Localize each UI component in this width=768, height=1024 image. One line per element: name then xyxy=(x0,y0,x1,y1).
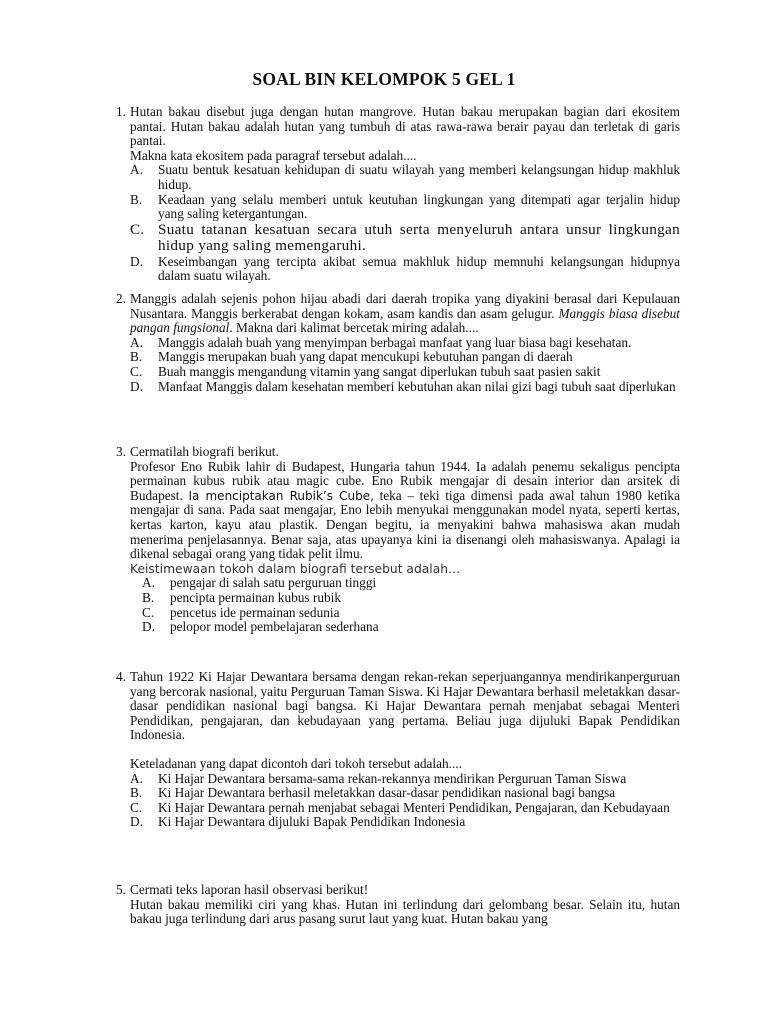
question-number: 5. xyxy=(116,882,126,897)
option-b: B. Keadaan yang selalu memberi untuk keutuhan lingkungan yang ditempati agar terjalin hidup yang saling ketergantungan. xyxy=(130,191,680,222)
option-c: C. pencetus ide permainan sedunia xyxy=(142,604,340,620)
option-a: A. Manggis adalah buah yang menyimpan berbagai manfaat yang luar biasa bagi kesehatan. xyxy=(130,334,632,350)
question-5 xyxy=(116,883,680,927)
option-c: C. Ki Hajar Dewantara pernah menjabat sebagai Menteri Pendidikan, Pengajaran, dan Kebudayaan xyxy=(130,799,670,815)
option-b: B. Manggis merupakan buah yang dapat mencukupi kebutuhan pangan di daerah xyxy=(130,349,573,365)
option-c: C. Buah manggis mengandung vitamin yang sangat diperlukan tubuh saat pasien sakit xyxy=(130,363,601,379)
option-b: B. Ki Hajar Dewantara berhasil meletakkan dasar-dasar pendidikan nasional bagi bangsa xyxy=(130,785,616,801)
observation-passage: Hutan bakau memiliki ciri yang khas. Hutan ini terlindung dari gelombang besar. Selain itu, hutan bakau juga terlindung dari arus pasang surut laut yang kuat. Hutan bakau yang xyxy=(130,896,680,927)
question-intro: Cermati teks laporan hasil observasi berikut! xyxy=(130,882,369,897)
question-prompt: Keteladanan yang dapat dicontoh dari tokoh tersebut adalah.... xyxy=(130,755,462,771)
options-list xyxy=(142,576,680,634)
italic-sentence: Manggis biasa disebut pangan fungsional xyxy=(130,305,680,336)
question-text: Manggis adalah sejenis pohon hijau abadi dari daerah tropika yang diyakini berasal dari Kepulauan Nusantara. Manggis berkerabat dengan kokam, asam kandis dan asam gelugur. Manggis biasa disebut pangan fungsional. Makna dari kalimat bercetak miring adalah.... xyxy=(130,291,680,336)
option-c: C. Suatu tatanan kesatuan secara utuh serta menyeluruh antara unsur lingkungan hidup yang saling memengaruhi. xyxy=(130,220,680,255)
question-number: 3. xyxy=(116,444,126,459)
question-prompt: Makna kata ekositem pada paragraf tersebut adalah.... xyxy=(130,147,417,163)
question-number: 1. xyxy=(116,104,126,119)
question-1 xyxy=(116,105,680,284)
options-list xyxy=(130,772,680,830)
question-3 xyxy=(116,445,680,635)
page-title: SOAL BIN KELOMPOK 5 GEL 1 xyxy=(252,69,516,89)
question-2 xyxy=(116,292,680,394)
option-a: A. Suatu bentuk kesatuan kehidupan di suatu wilayah yang memberi kelangsungan hidup makhluk hidup. xyxy=(130,162,680,192)
option-b: B. pencipta permainan kubus rubik xyxy=(142,589,341,605)
option-d: D. Ki Hajar Dewantara dijuluki Bapak Pendidikan Indonesia xyxy=(130,814,466,830)
option-a: A. pengajar di salah satu perguruan tinggi xyxy=(142,575,377,591)
option-d: D. Manfaat Manggis dalam kesehatan memberi kebutuhan akan nilai gizi bagi tubuh saat diperlukan xyxy=(130,378,676,394)
question-4 xyxy=(116,670,680,830)
question-prompt: Keistimewaan tokoh dalam biografi tersebut adalah… xyxy=(130,561,461,576)
options-list xyxy=(130,163,680,283)
question-number: 2. xyxy=(116,291,126,306)
option-d: D. Keseimbangan yang tercipta akibat semua makhluk hidup memnuhi kelangsungan hidupnya dalam suatu wilayah. xyxy=(130,253,680,284)
question-text: Tahun 1922 Ki Hajar Dewantara bersama dengan rekan-rekan seperjuangannya mendirikanperguruan yang bercorak nasional, yaitu Perguruan Taman Siswa. Ki Hajar Dewantara berhasil meletakkan dasar-dasar pendidikan nasional bagi bangsa. Ki Hajar Dewantara pernah menjabat sebagai Menteri Pendidikan, pengajaran, dan kebudayaan yang pertama. Beliau juga dijuluki Bapak Pendidikan Indonesia. xyxy=(130,669,680,743)
option-a: A. Ki Hajar Dewantara bersama-sama rekan-rekannya mendirikan Perguruan Taman Siswa xyxy=(130,770,627,786)
question-intro: Cermatilah biografi berikut. xyxy=(130,444,279,459)
question-text: Hutan bakau disebut juga dengan hutan mangrove. Hutan bakau merupakan bagian dari ekositem pantai. Hutan bakau adalah hutan yang tumbuh di atas rawa-rawa berair payau dan terletak di garis pantai. xyxy=(130,104,680,149)
options-list xyxy=(130,336,680,394)
option-d: D. pelopor model pembelajaran sederhana xyxy=(142,619,379,635)
biography-passage: Profesor Eno Rubik lahir di Budapest, Hungaria tahun 1944. Ia adalah penemu sekaligus pencipta permainan kubus rubik atau magic cube. Eno Rubik mengajar di desain interior dan arsitek di Budapest. Ia menciptakan Rubik’s Cube, teka – teki tiga dimensi pada awal tahun 1980 ketika mengajar di sana. Pada saat mengajar, Eno lebih menyukai menggunakan model nyata, seperti kertas, kertas karton, kayu atau plastik. Dengan begitu, ia menyakini bahwa mahasiswa akan mudah menerima penjelasannya. Benar saja, atas upayanya kini ia disenangi oleh mahasiswanya. Apalagi ia dikenal sebagai orang yang tidak pelit ilmu. xyxy=(130,458,680,562)
question-number: 4. xyxy=(116,669,126,684)
